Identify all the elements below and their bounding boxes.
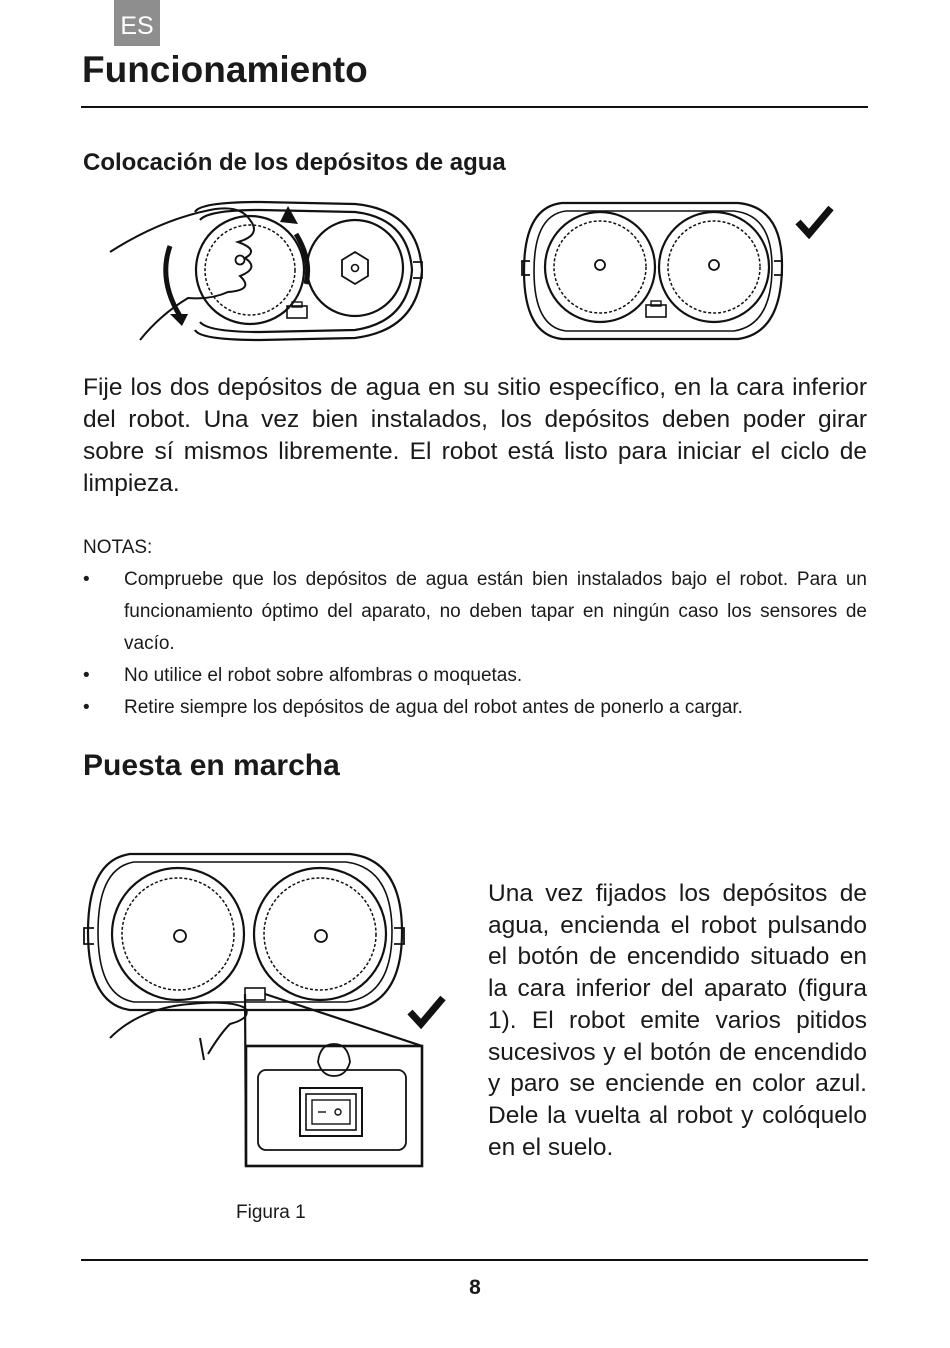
- page-title: Funcionamiento: [82, 49, 368, 90]
- install-paragraph: Fije los dos depósitos de agua en su sitio específico, en la cara inferior del robot. Una vez bien instalados, los depósitos deben poder girar sobre sí mismos libremente. El robot está listo para iniciar el ciclo de limpieza.: [83, 374, 867, 497]
- note-text: Retire siempre los depósitos de agua del robot antes de ponerlo a cargar.: [124, 697, 743, 718]
- note-text: No utilice el robot sobre alfombras o moquetas.: [124, 665, 523, 686]
- bullet: •: [83, 665, 90, 686]
- bullet: •: [83, 697, 90, 718]
- startup-paragraph: Una vez fijados los depósitos de agua, encienda el robot pulsando el botón de encendido situado en la cara inferior del aparato (figura 1). El robot emite varios pitidos sucesivos y el botón de encendido y paro se enciende en color azul. Dele la vuelta al robot y colóquelo en el suelo.: [488, 880, 867, 1161]
- figure-caption: Figura 1: [236, 1202, 306, 1223]
- section-heading-startup: Puesta en marcha: [83, 749, 340, 782]
- note-item: [83, 660, 867, 692]
- notes-list: [83, 564, 867, 724]
- section-heading-water-tanks: Colocación de los depósitos de agua: [83, 149, 506, 176]
- checkmark-icon: [796, 204, 834, 240]
- note-text: Compruebe que los depósitos de agua están bien instalados bajo el robot. Para un funcionamiento óptimo del aparato, no deben tapar en ningún caso los sensores de vacío.: [124, 569, 867, 654]
- checkmark-icon: [408, 994, 446, 1030]
- tank-install-illustration: [100, 190, 440, 350]
- note-item: [83, 564, 867, 660]
- bullet: •: [83, 569, 90, 590]
- footer-rule: [81, 1259, 868, 1261]
- power-button-illustration: [80, 848, 440, 1178]
- tanks-installed-illustration: [520, 195, 840, 345]
- language-tag: ES: [114, 0, 160, 46]
- page-number: 8: [469, 1276, 481, 1299]
- note-item: [83, 692, 867, 724]
- notes-label: NOTAS:: [83, 537, 153, 558]
- header-rule: [81, 106, 868, 108]
